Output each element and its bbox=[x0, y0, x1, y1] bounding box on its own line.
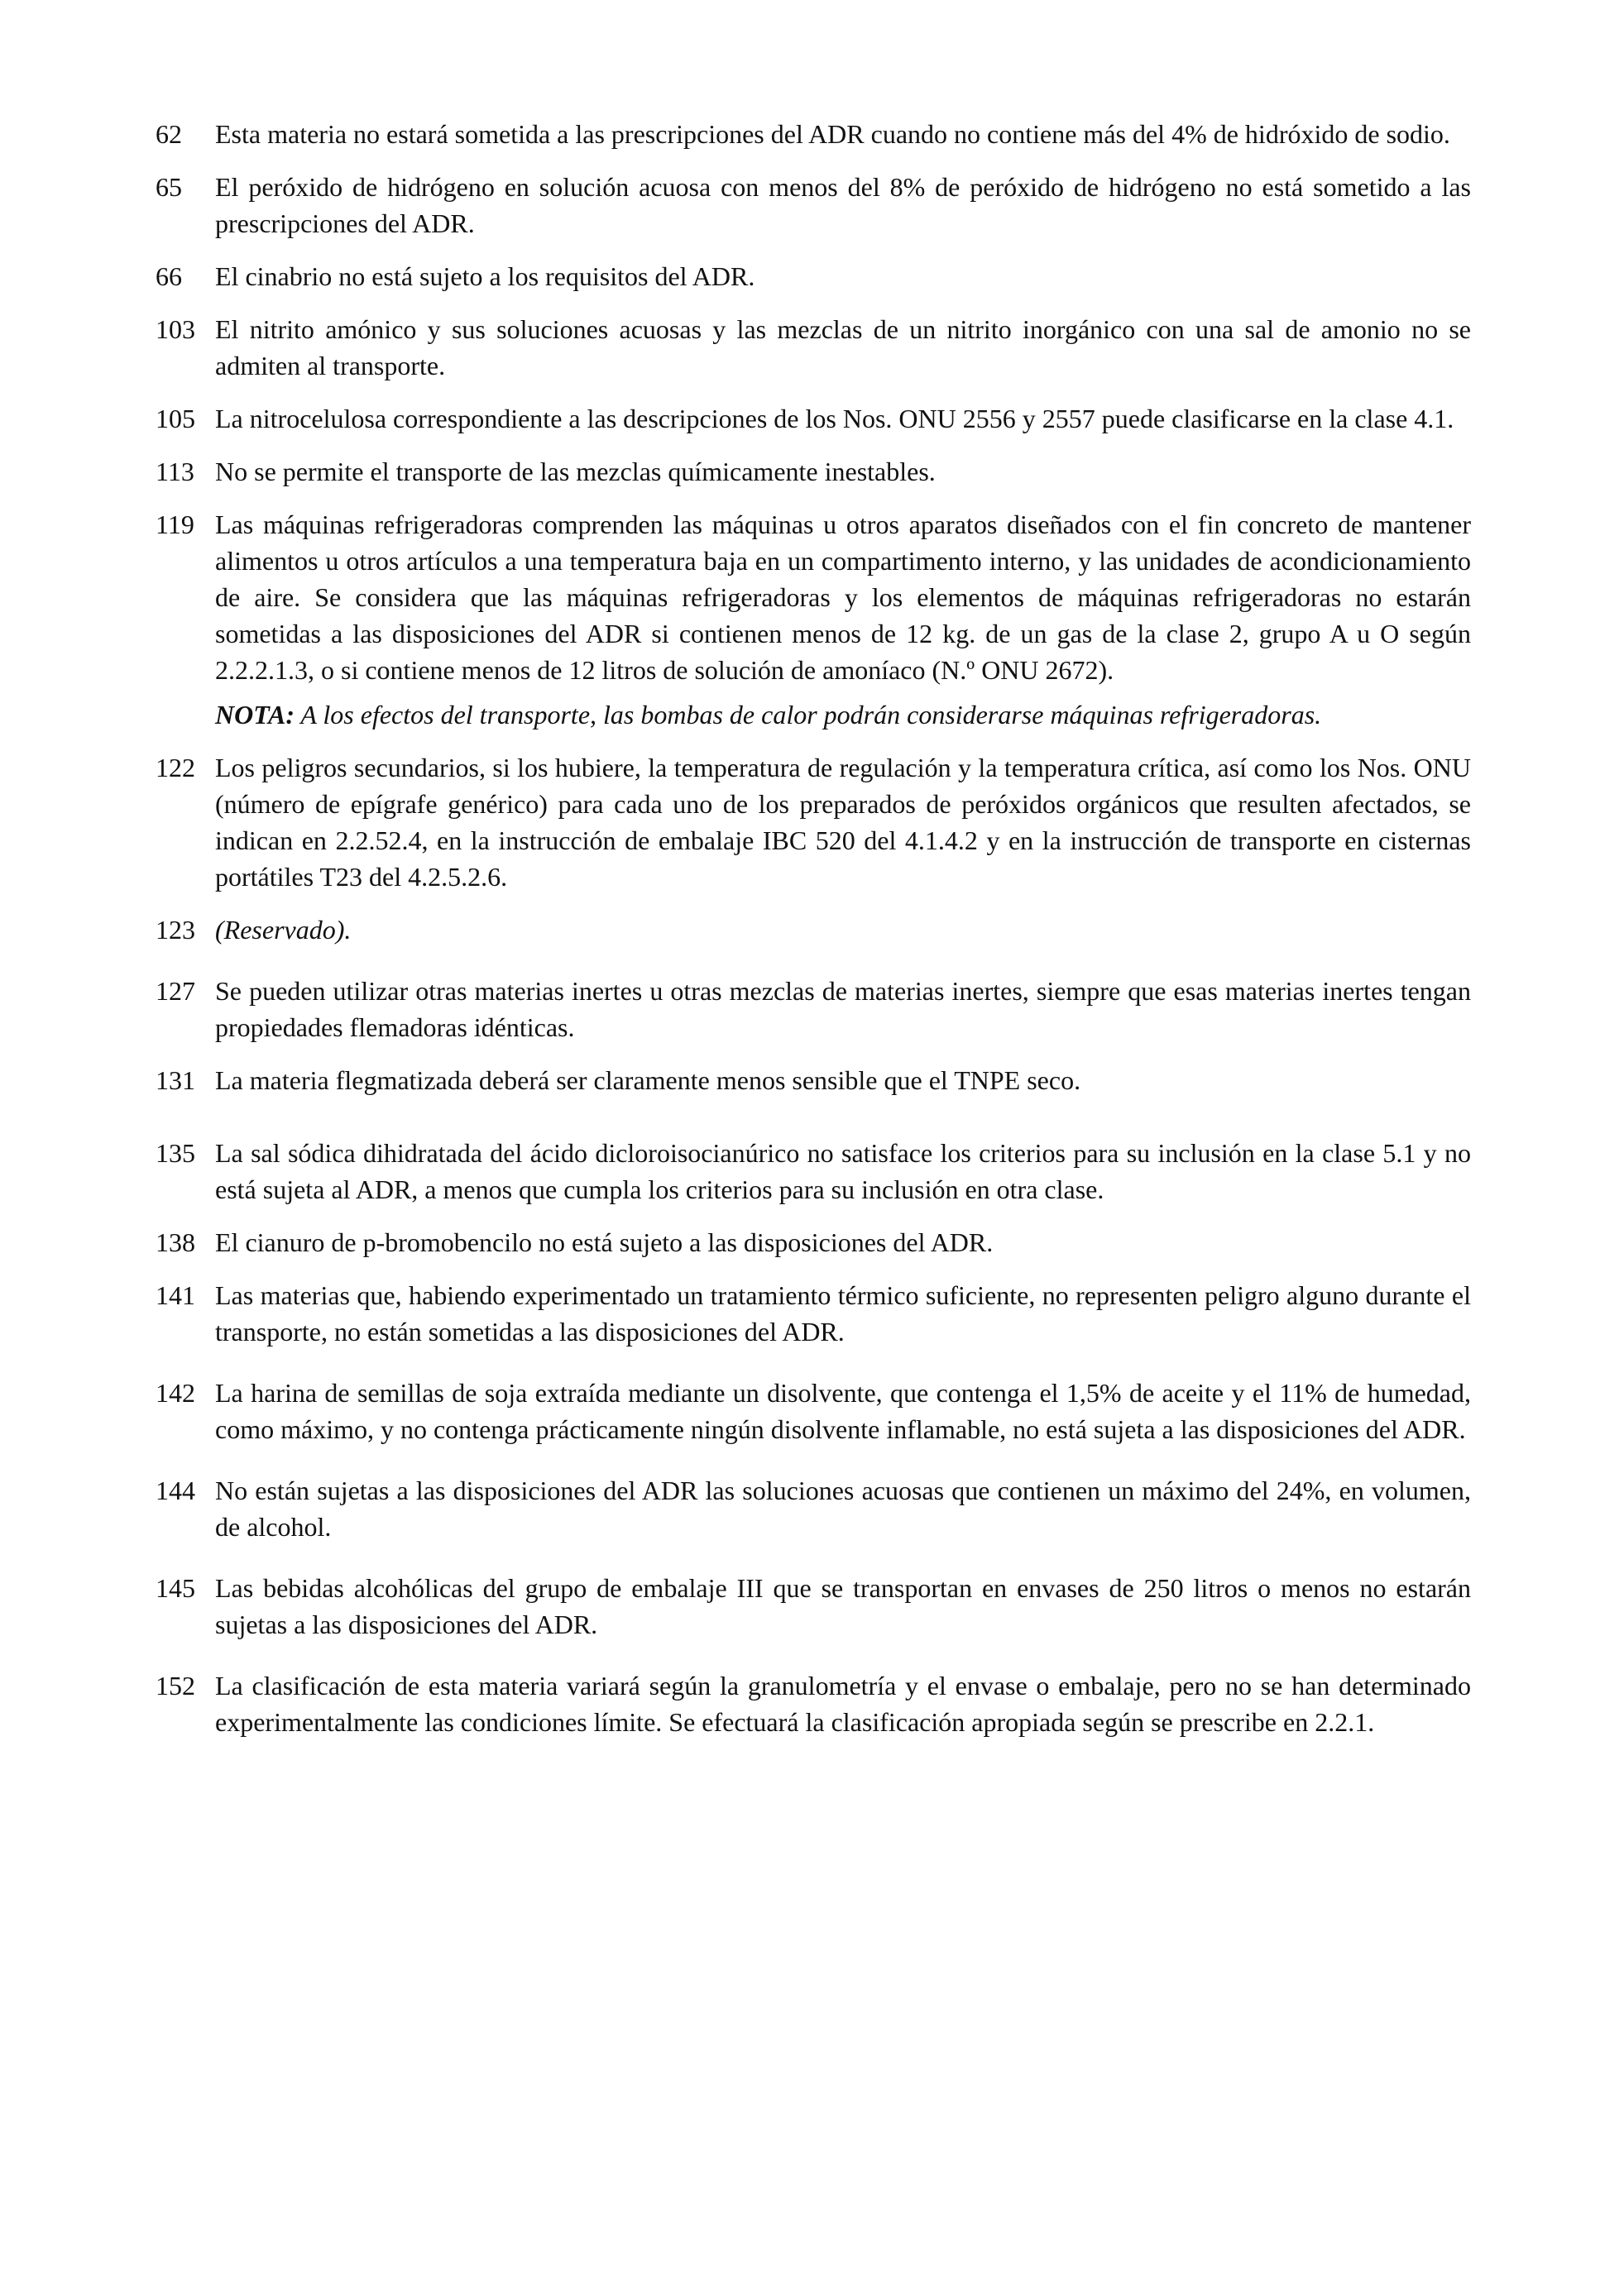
provision-code: 145 bbox=[156, 1573, 195, 1603]
provision-code: 135 bbox=[156, 1138, 195, 1168]
provision-code: 119 bbox=[156, 509, 194, 539]
provision-text: Los peligros secundarios, si los hubiere, la temperatura de regulación y la temperatura crítica, así como los Nos. ONU (número de epígrafe genérico) para cada uno de los preparados de peróxidos orgánicos que resulten afectados, se indican en 2.2.52.4, en la instrucción de embalaje IBC 520 del 4.1.4.2 y en la instrucción de transporte en cisternas portátiles T23 del 4.2.5.2.6. bbox=[215, 753, 1471, 892]
provision-text: (Reservado). bbox=[215, 915, 352, 945]
provision-code: 144 bbox=[156, 1476, 195, 1505]
provision-note bbox=[215, 696, 1471, 733]
provision-code: 113 bbox=[156, 457, 194, 486]
provision-code: 122 bbox=[156, 753, 195, 782]
provision-141 bbox=[156, 1277, 1471, 1350]
provision-text: La harina de semillas de soja extraída mediante un disolvente, que contenga el 1,5% de aceite y el 11% de humedad, como máximo, y no contenga prácticamente ningún disolvente inflamable, no está sujeta a las disposiciones del ADR. bbox=[215, 1378, 1471, 1444]
provision-code: 62 bbox=[156, 119, 182, 149]
provision-text: Las máquinas refrigeradoras comprenden las máquinas u otros aparatos diseñados con el fin concreto de mantener alimentos u otros artículos a una temperatura baja en un compartimento interno, y las unidades de acondicionamiento de aire. Se considera que las máquinas refrigeradoras y los elementos de máquinas refrigeradoras no estarán sometidas a las disposiciones del ADR si contienen menos de 12 kg. de un gas de la clase 2, grupo A u O según 2.2.2.1.3, o si contiene menos de 12 litros de solución de amoníaco (N.º ONU 2672). bbox=[215, 509, 1471, 685]
provision-text: No están sujetas a las disposiciones del ADR las soluciones acuosas que contienen un máximo del 24%, en volumen, de alcohol. bbox=[215, 1476, 1471, 1542]
provision-text: No se permite el transporte de las mezclas químicamente inestables. bbox=[215, 457, 936, 486]
provision-code: 141 bbox=[156, 1280, 195, 1310]
provision-text: Las materias que, habiendo experimentado un tratamiento térmico suficiente, no representen peligro alguno durante el transporte, no están sometidas a las disposiciones del ADR. bbox=[215, 1280, 1471, 1347]
provision-103 bbox=[156, 311, 1471, 384]
provision-text: Las bebidas alcohólicas del grupo de embalaje III que se transportan en envases de 250 litros o menos no estarán sujetas a las disposiciones del ADR. bbox=[215, 1573, 1471, 1639]
provision-code: 138 bbox=[156, 1227, 195, 1257]
provision-138 bbox=[156, 1224, 1471, 1260]
provision-code: 123 bbox=[156, 915, 195, 945]
provision-131 bbox=[156, 1062, 1471, 1098]
provision-122 bbox=[156, 749, 1471, 895]
provision-code: 152 bbox=[156, 1671, 195, 1700]
provision-code: 105 bbox=[156, 404, 195, 433]
provision-code: 66 bbox=[156, 261, 182, 291]
provision-code: 142 bbox=[156, 1378, 195, 1408]
provision-text: La sal sódica dihidratada del ácido dicloroisocianúrico no satisface los criterios para su inclusión en la clase 5.1 y no está sujeta al ADR, a menos que cumpla los criterios para su inclusión en otra clase. bbox=[215, 1138, 1471, 1204]
provision-113 bbox=[156, 453, 1471, 490]
provision-text: La materia flegmatizada deberá ser claramente menos sensible que el TNPE seco. bbox=[215, 1065, 1081, 1095]
provision-135 bbox=[156, 1135, 1471, 1208]
note-label: NOTA: bbox=[215, 700, 295, 729]
provision-code: 65 bbox=[156, 172, 182, 202]
provision-152 bbox=[156, 1667, 1471, 1740]
provision-code: 127 bbox=[156, 976, 195, 1006]
provision-text: El nitrito amónico y sus soluciones acuosas y las mezclas de un nitrito inorgánico con una sal de amonio no se admiten al transporte. bbox=[215, 314, 1471, 380]
provision-code: 103 bbox=[156, 314, 195, 344]
provision-text: La nitrocelulosa correspondiente a las descripciones de los Nos. ONU 2556 y 2557 puede clasificarse en la clase 4.1. bbox=[215, 404, 1454, 433]
provision-142 bbox=[156, 1375, 1471, 1447]
provision-text: El cinabrio no está sujeto a los requisitos del ADR. bbox=[215, 261, 755, 291]
note-text: A los efectos del transporte, las bombas de calor podrán considerarse máquinas refrigeradoras. bbox=[300, 700, 1322, 729]
provision-text: La clasificación de esta materia variará según la granulometría y el envase o embalaje, pero no se han determinado experimentalmente las condiciones límite. Se efectuará la clasificación apropiada según se prescribe en 2.2.1. bbox=[215, 1671, 1471, 1737]
provision-65 bbox=[156, 169, 1471, 242]
provision-145 bbox=[156, 1570, 1471, 1643]
provision-code: 131 bbox=[156, 1065, 195, 1095]
provision-body bbox=[215, 506, 1471, 733]
provision-127 bbox=[156, 973, 1471, 1045]
provision-text: Se pueden utilizar otras materias inertes u otras mezclas de materias inertes, siempre que esas materias inertes tengan propiedades flemadoras idénticas. bbox=[215, 976, 1471, 1042]
provision-text: Esta materia no estará sometida a las prescripciones del ADR cuando no contiene más del 4% de hidróxido de sodio. bbox=[215, 119, 1450, 149]
provision-119 bbox=[156, 506, 1471, 733]
provision-62 bbox=[156, 116, 1471, 152]
provision-text: El peróxido de hidrógeno en solución acuosa con menos del 8% de peróxido de hidrógeno no está sometido a las prescripciones del ADR. bbox=[215, 172, 1471, 238]
provision-144 bbox=[156, 1472, 1471, 1545]
provision-text: El cianuro de p-bromobencilo no está sujeto a las disposiciones del ADR. bbox=[215, 1227, 994, 1257]
special-provisions-list bbox=[156, 116, 1471, 1757]
provision-105 bbox=[156, 400, 1471, 437]
provision-66 bbox=[156, 258, 1471, 294]
provision-123 bbox=[156, 911, 1471, 948]
